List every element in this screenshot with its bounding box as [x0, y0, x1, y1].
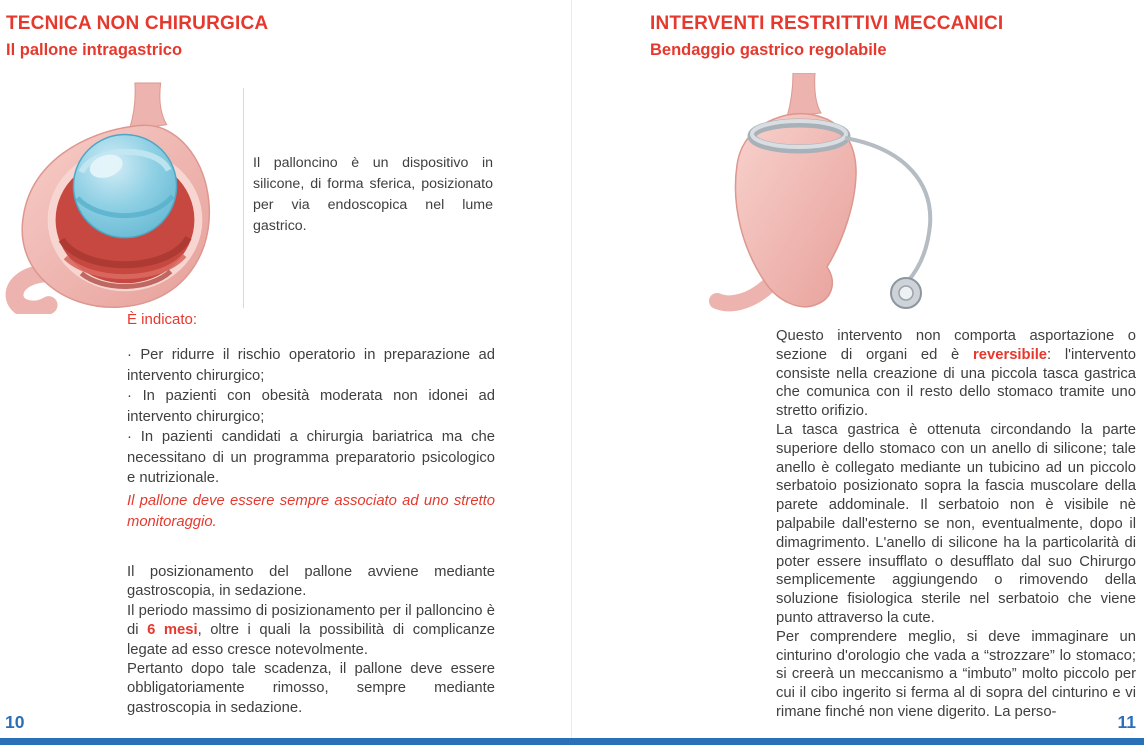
indications-list [127, 345, 495, 489]
body-paragraph [776, 327, 1136, 421]
duodenum-shape [717, 287, 767, 303]
page-number-left: 10 [5, 712, 25, 732]
text-run: Questo intervento non comporta asportazione o sezione di organi ed è [776, 328, 1136, 363]
page-fold-divider [571, 0, 572, 738]
stomach-band-graphic [675, 73, 977, 329]
list-item-text: Per ridurre il rischio operatorio in preparazione ad intervento chirurgico; [127, 347, 495, 384]
caption-divider [243, 88, 244, 308]
left-page-title: TECNICA NON CHIRURGICA [6, 13, 269, 34]
highlight-reversibile: reversibile [973, 346, 1048, 363]
list-item-text: In pazienti con obesità moderata non idonei ad intervento chirurgico; [127, 388, 495, 425]
body-paragraph: Per comprendere meglio, si deve immaginare un cinturino d'orologio che vada a “strozzare” lo stomaco; si creerà un meccanismo a “imbuto” molto piccolo per cui il cibo ingerito si ferma al di sopra del cinturino e vi rimane finché non viene digerito. La perso- [776, 628, 1136, 720]
left-body-text [127, 563, 495, 718]
text-run: Il periodo massimo di posizionamento per il palloncino è di [127, 602, 495, 639]
balloon-caption: Il palloncino è un dispositivo in silicone, di forma sferica, posizionato per via endoscopica nel lume gastrico. [253, 155, 493, 234]
indicated-heading: È indicato: [127, 311, 198, 328]
gastric-band-illustration [675, 73, 977, 329]
body-paragraph: Il posizionamento del pallone avviene mediante gastroscopia, in sedazione. [127, 564, 495, 600]
port-center [899, 286, 913, 300]
bullet-glyph: · [127, 429, 132, 445]
body-paragraph: Pertanto dopo tale scadenza, il pallone deve essere obbligatoriamente rimosso, sempre mediante gastroscopia in sedazione. [127, 661, 495, 716]
esophagus-shape [129, 83, 167, 131]
right-page-subtitle: Bendaggio gastrico regolabile [650, 41, 887, 59]
monitoring-warning: Il pallone deve essere sempre associato ad uno stretto monitoraggio. [127, 493, 495, 530]
text-run: : l'intervento consiste nella creazione di una piccola tasca gastrica che comunica con il resto dello stomaco tramite uno stretto orifizio. [776, 346, 1136, 420]
list-item [127, 427, 495, 489]
stomach-balloon-graphic [4, 82, 242, 314]
page-right [572, 0, 1144, 745]
list-item [127, 386, 495, 427]
left-page-subtitle: Il pallone intragastrico [6, 41, 183, 59]
footer-bar [0, 738, 1144, 745]
right-page-title: INTERVENTI RESTRITTIVI MECCANICI [650, 13, 1004, 34]
highlight-6-mesi: 6 mesi [147, 622, 198, 639]
body-paragraph: La tasca gastrica è ottenuta circondando la parte superiore dello stomaco con un anello di silicone; tale anello è collegato mediante un tubicino ad un piccolo serbatoio posizionato sopra la fascia muscolare della parete addominale. Il serbatoio non è visibile nè palpabile dall'esterno se non, eventualmente, dopo il dimagrimento. L'anello di silicone ha la particolarità di poter essere insufflato o desufflato dal suo Chirurgo semplicemente aggiungendo o rimovendo della soluzione fisiologica sterile nel serbatoio che viene punto attraverso la cute. [776, 421, 1136, 626]
band-tube [845, 138, 930, 281]
intragastric-balloon-illustration [4, 82, 242, 314]
list-item-text: In pazienti candidati a chirurgia bariatrica ma che necessitano di un programma preparatorio psicologico e nutrizionale. [127, 429, 495, 486]
bullet-glyph: · [127, 347, 132, 363]
right-body-text [776, 327, 1136, 722]
text-run: , oltre i quali la possibilità di complicanze legate ad esso cresce notevolmente. [127, 622, 495, 658]
body-paragraph [127, 602, 495, 660]
bullet-glyph: · [127, 388, 132, 404]
list-item [127, 345, 495, 386]
page-number-right: 11 [1117, 712, 1136, 732]
esophagus-shape [787, 73, 821, 117]
